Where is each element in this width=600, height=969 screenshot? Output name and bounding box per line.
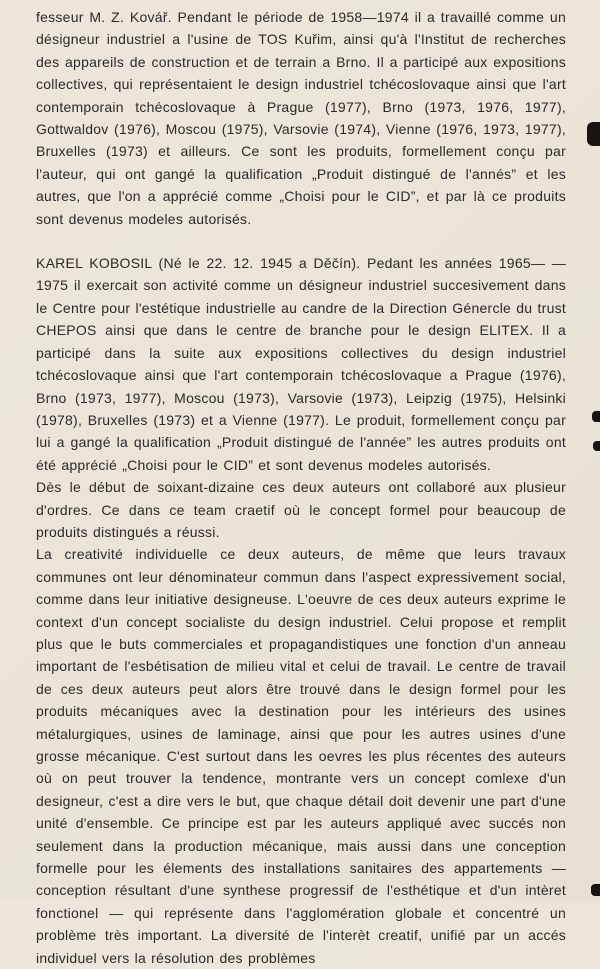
paragraph-collaboration: Dès le début de soixant-dizaine ces deux auteurs ont collaboré aux plusieur d'ordres. Ce dans ce team craetif où le concept formel pour beaucoup de produits distingués a réussi.: [36, 479, 566, 540]
scan-artifact-ink-mark: [592, 411, 600, 422]
paragraph-creativity-analysis: La creativité individuelle ce deux auteurs, de même que leurs travaux communes ont leur dénominateur commun dans l'aspect expressivement social, comme dans leur initiative designeuse. L'oeuvre de ces deux auteurs exprime le context d'un concept socialiste du design industriel. Celui propose et remplit plus que le buts commerciales et propagandistiques une fonction d'un anneau important de l'esbétisation de milieu vital et celui de travail. Le centre de travail de ces deux auteurs peut alors être trouvé dans le design formel pour les produits mécaniques avec la destination pour les intérieurs des usines métalurgiques, usines de laminage, ainsi que pour les autres usines d'une grosse mécanique. C'est surtout dans les oevres les plus récentes des auteurs où on peut trouver la tendence, montrante vers un concept comlexe d'un designeur, c'est a dire vers le but, que chaque détail doit devenir une part d'une unité d'ensemble. Ce principe est par les auteurs appliqué avec succés non seulement dans la production mécanique, mais aussi dans une conception formelle pour les élements des installations sanitaires des appartements — conception résultant d'une synthese progressif de l'esthétique et d'un intèret fonctionel — qui représente dans l'agglomération globale et concentré un problème très important. La diversité de l'interèt creatif, unifié par un accés individuel vers la résolution des problèmes: [36, 546, 566, 966]
scan-artifact-ink-mark: [593, 441, 600, 451]
paragraph-kovar-continuation: fesseur M. Z. Kovář. Pendant le période de 1958—1974 il a travaillé comme un désigneur industriel a l'usine de TOS Kuřim, ainsi qu'à l'Institut de recherches des appareils de construction et de terrain a Brno. Il a participé aux expositions collectives, qui représentaient le design industriel tchécoslovaque ainsi que l'art contemporain tchécoslovaque à Prague (1977), Brno (1973, 1976, 1977), Gottwaldov (1976), Moscou (1975), Varsovie (1974), Vienne (1976, 1973, 1977), Bruxelles (1973) et ailleurs. Ce sont les produits, formellement conçu par l'auteur, qui ont gangé la qualification „Produit distingué de l'annés” et les autres, que l'on a apprécié comme „Choisi pour le CID”, et par là ce produits sont devenus modeles autorisés.: [36, 9, 566, 227]
paragraph-karel-kobosil-bio: KAREL KOBOSIL (Né le 22. 12. 1945 a Děčín). Pedant les années 1965— —1975 il exercait son activité comme un désigneur industriel succesivement dans le Centre pour l'estétique industrielle au candre de la Direction Génercle du trust CHEPOS ainsi que dans le centre de branche pour le design ELITEX. Il a participé dans la suite aux expositions collectives du design industriel tchécoslovaque ainsi que l'art contemporain tchécoslovaque a Prague (1976), Brno (1973, 1977), Moscou (1973), Varsovie (1973), Leipzig (1975), Helsinki (1978), Bruxelles (1973) et a Vienne (1977). Le produit, formellement conçu par lui a gangé la qualification „Produit distingué de l'année” les autres produits ont été apprécié „Choisi pour le CID” et sont devenus modeles autorisés.: [36, 255, 566, 473]
scan-artifact-ink-mark: [591, 884, 600, 896]
scan-artifact-ink-mark: [587, 122, 600, 146]
